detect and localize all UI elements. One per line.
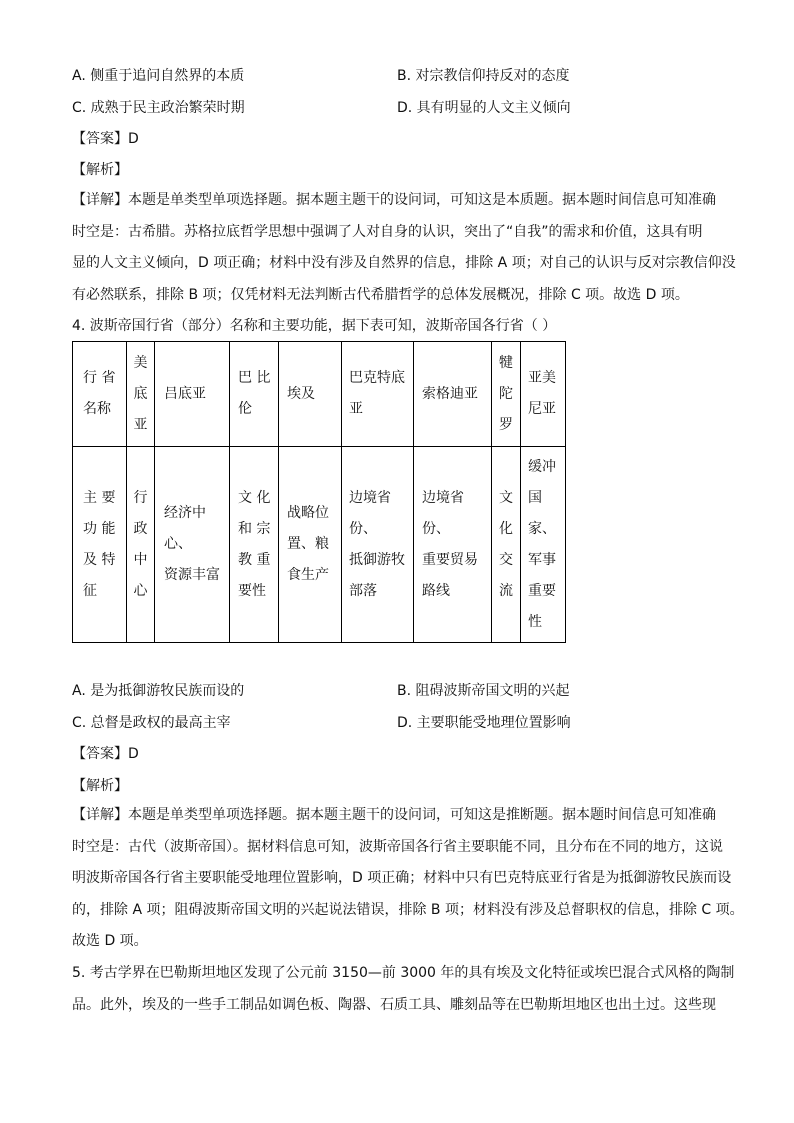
q3-option-c: C. 成熟于民主政治繁荣时期 [72,100,245,116]
q4-detail-line: 时空是：古代（波斯帝国）。据材料信息可知，波斯帝国各行省主要职能不同，且分布在不同的地方，这说 [72,838,723,855]
q5-line: 品。此外，埃及的一些手工制品如调色板、陶器、石质工具、雕刻品等在巴勒斯坦地区也出土过。这些现 [72,996,716,1013]
cell-name-babylon: 巴 比 伦 [230,342,279,447]
cell-function-egypt: 战略位 置、粮 食生产 [279,447,342,643]
cell-function-gandhara: 文 化 交 流 [492,447,521,643]
q4-stem: 4. 波斯帝国行省（部分）名称和主要功能，据下表可知，波斯帝国各行省（ ） [72,318,557,334]
q4-analysis-label: 【解析】 [72,778,128,794]
q4-option-a: A. 是为抵御游牧民族而设的 [72,683,245,699]
q4-detail-line: 的，排除 A 项；阻碍波斯帝国文明的兴起说法错误，排除 B 项；材料没有涉及总督职权的信息，排除 C 项。 [72,901,744,918]
table-row-functions [73,447,566,643]
q3-answer: 【答案】D [72,131,139,147]
row-header-function: 主 要 功 能 及 特 征 [73,447,127,643]
q3-option-a: A. 侧重于追问自然界的本质 [72,68,245,84]
cell-function-lydia: 经济中心、 资源丰富 [155,447,230,643]
q3-option-d: D. 具有明显的人文主义倾向 [397,100,571,116]
q5-stem [72,958,735,1021]
cell-name-lydia: 吕底亚 [155,342,230,447]
cell-function-bactria: 边境省份、 抵御游牧 部落 [342,447,414,643]
q4-option-c: C. 总督是政权的最高主宰 [72,715,231,731]
cell-name-bactria: 巴克特底 亚 [342,342,414,447]
q3-analysis-label: 【解析】 [72,162,128,178]
cell-function-babylon: 文 化 和 宗 教 重 要性 [230,447,279,643]
cell-name-egypt: 埃及 [279,342,342,447]
cell-function-sogdia: 边境省份、 重要贸易 路线 [414,447,492,643]
q4-option-b: B. 阻碍波斯帝国文明的兴起 [397,683,570,699]
cell-function-media: 行 政 中 心 [127,447,155,643]
q3-option-b: B. 对宗教信仰持反对的态度 [397,68,570,84]
row-header-name: 行 省 名称 [73,342,127,447]
cell-name-gandhara: 犍 陀 罗 [492,342,521,447]
q4-detail-line: 故选 D 项。 [72,933,148,949]
q3-detail-line: 【详解】本题是单类型单项选择题。据本题主题干的设问词，可知这是本质题。据本题时间信息可知准确 [72,192,716,208]
q5-line: 5. 考古学界在巴勒斯坦地区发现了公元前 3150—前 3000 年的具有埃及文化特征或埃巴混合式风格的陶制 [72,965,735,981]
table-row-names [73,342,566,447]
q4-detail-line: 明波斯帝国各行省主要职能受地理位置影响，D 项正确；材料中只有巴克特底亚行省是为抵御游牧民族而设 [72,870,732,886]
cell-name-sogdia: 索格迪亚 [414,342,492,447]
province-table [72,341,566,643]
q4-detail [72,800,744,958]
cell-name-media: 美 底 亚 [127,342,155,447]
q3-detail-line: 有必然联系，排除 B 项；仅凭材料无法判断古代希腊哲学的总体发展概况，排除 C 项。故选 D 项。 [72,286,689,303]
q3-detail-line: 显的人文主义倾向，D 项正确；材料中没有涉及自然界的信息，排除 A 项；对自己的认识与反对宗教信仰没 [72,255,736,271]
q3-detail-line: 时空是：古希腊。苏格拉底哲学思想中强调了人对自身的认识，突出了“自我”的需求和价值，这具有明 [72,223,703,240]
q4-answer: 【答案】D [72,746,139,762]
cell-function-armenia: 缓冲 国 家、 军事 重要 性 [521,447,566,643]
cell-name-armenia: 亚美 尼亚 [521,342,566,447]
q4-option-d: D. 主要职能受地理位置影响 [397,715,571,731]
q4-detail-line: 【详解】本题是单类型单项选择题。据本题主题干的设问词，可知这是推断题。据本题时间信息可知准确 [72,807,716,823]
q3-detail [72,185,736,311]
